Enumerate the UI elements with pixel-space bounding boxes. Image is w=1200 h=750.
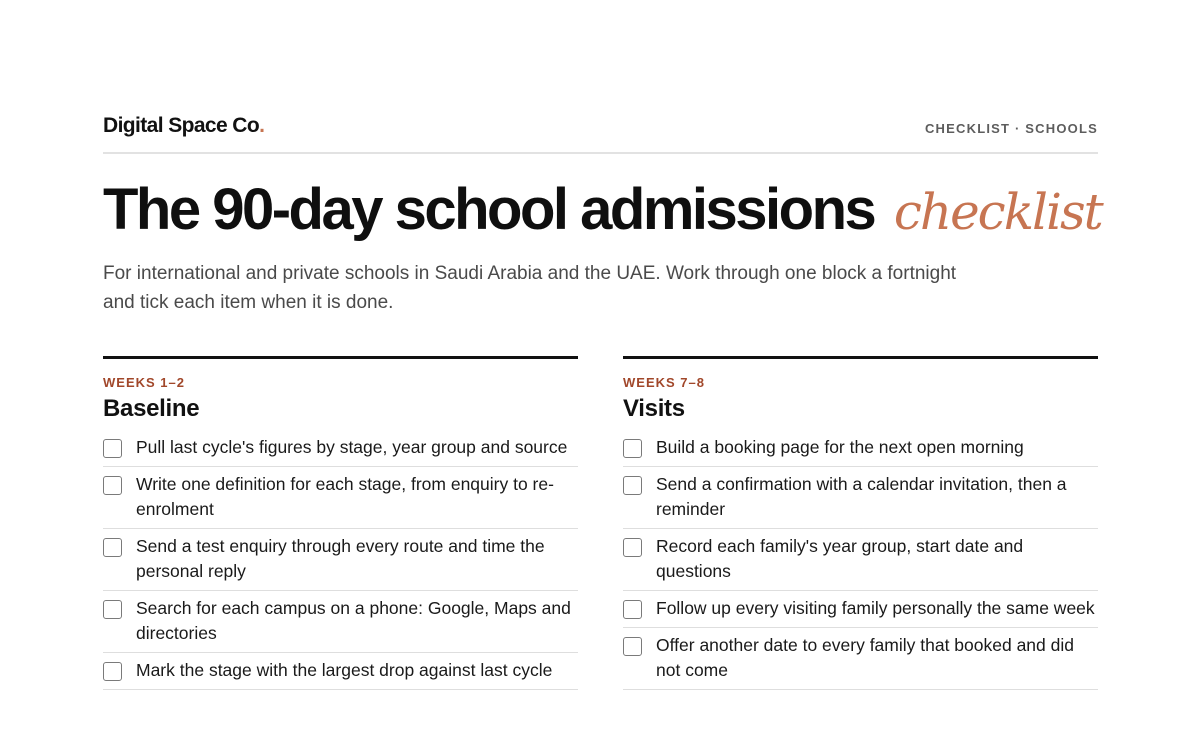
page-title-main: The 90-day school admissions: [103, 177, 875, 242]
checkbox[interactable]: [623, 600, 642, 619]
checklist-item: [103, 591, 578, 653]
brand-dot: .: [259, 114, 265, 137]
checkbox[interactable]: [623, 439, 642, 458]
checklist-item: [103, 653, 578, 690]
checklist-item-text: Search for each campus on a phone: Google, Maps and directories: [136, 598, 571, 643]
checklist-item: [103, 430, 578, 467]
checklist-item-text: Follow up every visiting family personally the same week: [656, 598, 1095, 618]
checklist-item-text: Pull last cycle's figures by stage, year group and source: [136, 437, 568, 457]
checklist-item: [103, 467, 578, 529]
page-title: [103, 178, 1102, 244]
checklist-item: [623, 628, 1098, 690]
column-visits: [623, 356, 1098, 690]
checklist-item-text: Send a test enquiry through every route and time the personal reply: [136, 536, 545, 581]
checklist-item-text: Write one definition for each stage, from enquiry to re-enrolment: [136, 474, 554, 519]
checklist-item: [623, 529, 1098, 591]
block-title: Visits: [623, 395, 685, 422]
checkbox[interactable]: [103, 439, 122, 458]
checkbox[interactable]: [623, 637, 642, 656]
checklist-item: [623, 430, 1098, 467]
checkbox[interactable]: [103, 662, 122, 681]
checklist: [103, 430, 578, 690]
checklist-item-text: Mark the stage with the largest drop against last cycle: [136, 660, 553, 680]
checkbox[interactable]: [103, 600, 122, 619]
brand-logo: [103, 114, 264, 138]
checklist-item-text: Send a confirmation with a calendar invitation, then a reminder: [656, 474, 1067, 519]
checkbox[interactable]: [623, 538, 642, 557]
document-kicker: CHECKLIST · SCHOOLS: [924, 121, 1098, 136]
column-baseline: [103, 356, 578, 690]
checklist-page: [103, 0, 1102, 750]
checklist-item: [103, 529, 578, 591]
brand-name: Digital Space Co: [103, 114, 260, 137]
checklist-item-text: Record each family's year group, start date and questions: [656, 536, 1024, 581]
weeks-label: WEEKS 1–2: [103, 375, 185, 390]
checklist-item-text: Offer another date to every family that booked and did not come: [656, 635, 1074, 680]
header: [103, 112, 1098, 154]
checkbox[interactable]: [103, 538, 122, 557]
page-title-accent: checklist: [893, 183, 1102, 241]
checklist-item: [623, 467, 1098, 529]
block-title: Baseline: [103, 395, 200, 422]
checkbox[interactable]: [623, 476, 642, 495]
checklist: [623, 430, 1098, 690]
checklist-item-text: Build a booking page for the next open morning: [656, 437, 1024, 457]
intro-text: For international and private schools in Saudi Arabia and the UAE. Work through one block a fortnight and tick each item when it is done.: [103, 263, 957, 313]
checkbox[interactable]: [103, 476, 122, 495]
weeks-label: WEEKS 7–8: [623, 375, 705, 390]
checklist-item: [623, 591, 1098, 628]
